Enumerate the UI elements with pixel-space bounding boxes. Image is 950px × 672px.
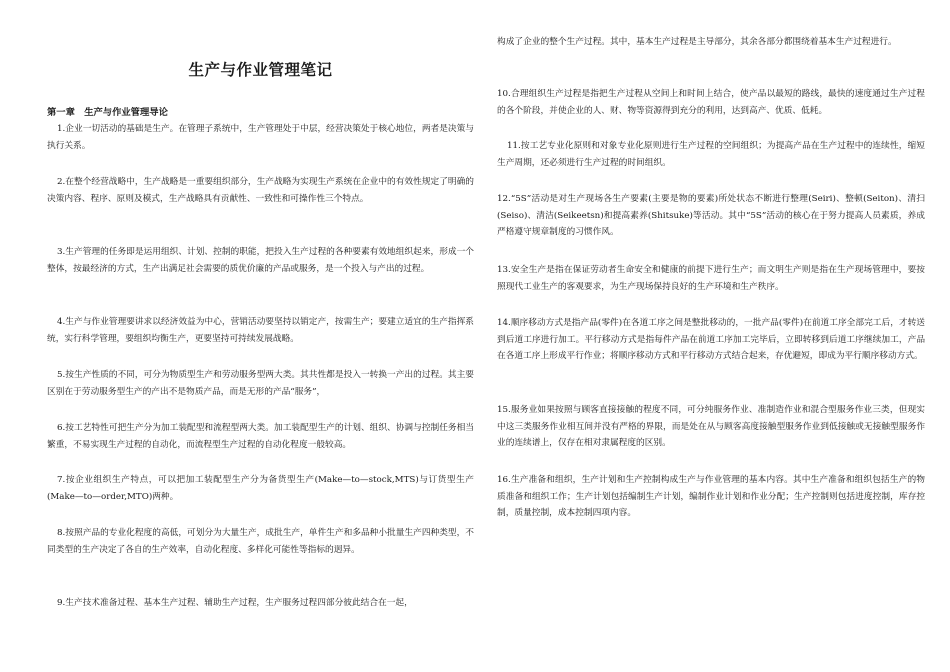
paragraph-4: 4.生产与作业管理要讲求以经济效益为中心，营销活动要坚持以销定产，按需生产；要建立适宜的生产指挥系统，实行科学管理，要组织均衡生产，更要坚持可持续发展战略。 [47,317,474,344]
paragraph-5: 5.按生产性质的不同，可分为物质型生产和劳动服务型两大类。其共性都是投入一转换一产出的过程。其主要区别在于劳动服务型生产的产出不是物质产品，而是无形的产品“服务”， [47,370,474,397]
paragraph-9: 9.生产技术准备过程、基本生产过程、辅助生产过程，生产服务过程四部分彼此结合在一起， [57,598,413,608]
paragraph-8: 8.按照产品的专业化程度的高低，可划分为大量生产，成批生产，单件生产和多品种小批量生产四种类型，不同类型的生产决定了各自的生产效率，自动化程度、多样化可能性等指标的迥异。 [47,528,474,555]
paragraph-1: 1.企业一切活动的基础是生产。在管理子系统中，生产管理处于中层，经营决策处于核心地位，两者是决策与执行关系。 [47,124,474,151]
document-title: 生产与作业管理笔记 [188,61,333,79]
paragraph-9-continued: 构成了企业的整个生产过程。其中，基本生产过程是主导部分，其余各部分都围绕着基本生产过程进行。 [497,37,897,47]
paragraph-16: 16.生产准备和组织，生产计划和生产控制构成生产与作业管理的基本内容。其中生产准备和组织包括生产的物质准备和组织工作；生产计划包括编制生产计划，编制作业计划和作业分配；生产控制则包括进度控制，库存控制，质量控制，成本控制四项内容。 [497,475,925,518]
paragraph-13: 13.安全生产是指在保证劳动者生命安全和健康的前提下进行生产；而文明生产则是指在生产现场管理中，要按照现代工业生产的客观要求，为生产现场保持良好的生产环境和生产秩序。 [497,265,925,292]
paragraph-14: 14.顺序移动方式是指产品(零件)在各道工序之间是整批移动的，一批产品(零件)在前道工序全部完工后，才转送到后道工序进行加工。平行移动方式是指每件产品在前道工序加工完毕后，立即转移到后道工序继续加工，产品在各道工序上形成平行作业；将顺序移动方式和平行移动方式结合起来，存优避短，即成为平行顺序移动方式。 [497,318,925,361]
paragraph-12: 12.“5S”活动是对生产现场各生产要素(主要是物的要素)所处状态不断进行整理(Seiri)、整顿(Seiton)、清扫(Seiso)、清洁(Seikeetsn)和提高素养(Shitsuke)等活动。其中“5S”活动的核心在于努力提高人员素质，养成严格遵守规章制度的习惯作风。 [497,194,925,237]
paragraph-15: 15.服务业如果按照与顾客直接接触的程度不同，可分纯服务作业、准制造作业和混合型服务作业三类，但现实中这三类服务作业相互间并没有严格的界限，而是处在从与顾客高度接触型服务作业到低接触或无接触型服务作业的连续谱上，仅存在相对隶属程度的区别。 [497,405,925,448]
paragraph-3: 3.生产管理的任务即是运用组织、计划、控制的职能，把投入生产过程的各种要素有效地组织起来，形成一个整体，按最经济的方式，生产出满足社会需要的质优价廉的产品或服务，是一个投入与产出的过程。 [47,247,474,274]
paragraph-7: 7.按企业组织生产特点，可以把加工装配型生产分为备货型生产(Make—to—stock,MTS)与订货型生产(Make—to—order,MTO)两种。 [47,475,474,502]
chapter-heading: 第一章 生产与作业管理导论 [47,107,168,118]
paragraph-2: 2.在整个经营战略中，生产战略是一重要组织部分，生产战略为实现生产系统在企业中的有效性规定了明确的决策内容、程序、原则及模式，生产战略具有贡献性、一致性和可操作性三个特点。 [47,177,474,204]
paragraph-11: 11.按工艺专业化原则和对象专业化原则进行生产过程的空间组织；为提高产品在生产过程中的连续性，缩短生产周期，还必须进行生产过程的时间组织。 [497,141,925,168]
paragraph-6: 6.按工艺特性可把生产分为加工装配型和流程型两大类。加工装配型生产的计划、组织、协调与控制任务相当繁重，不易实现生产过程的自动化，而流程型生产过程的自动化程度一般较高。 [47,423,474,450]
paragraph-10: 10.合理组织生产过程是指把生产过程从空间上和时间上结合，使产品以最短的路线，最快的速度通过生产过程的各个阶段，并使企业的人、财、物等资源得到充分的利用，达到高产、优质、低耗。 [497,89,925,116]
